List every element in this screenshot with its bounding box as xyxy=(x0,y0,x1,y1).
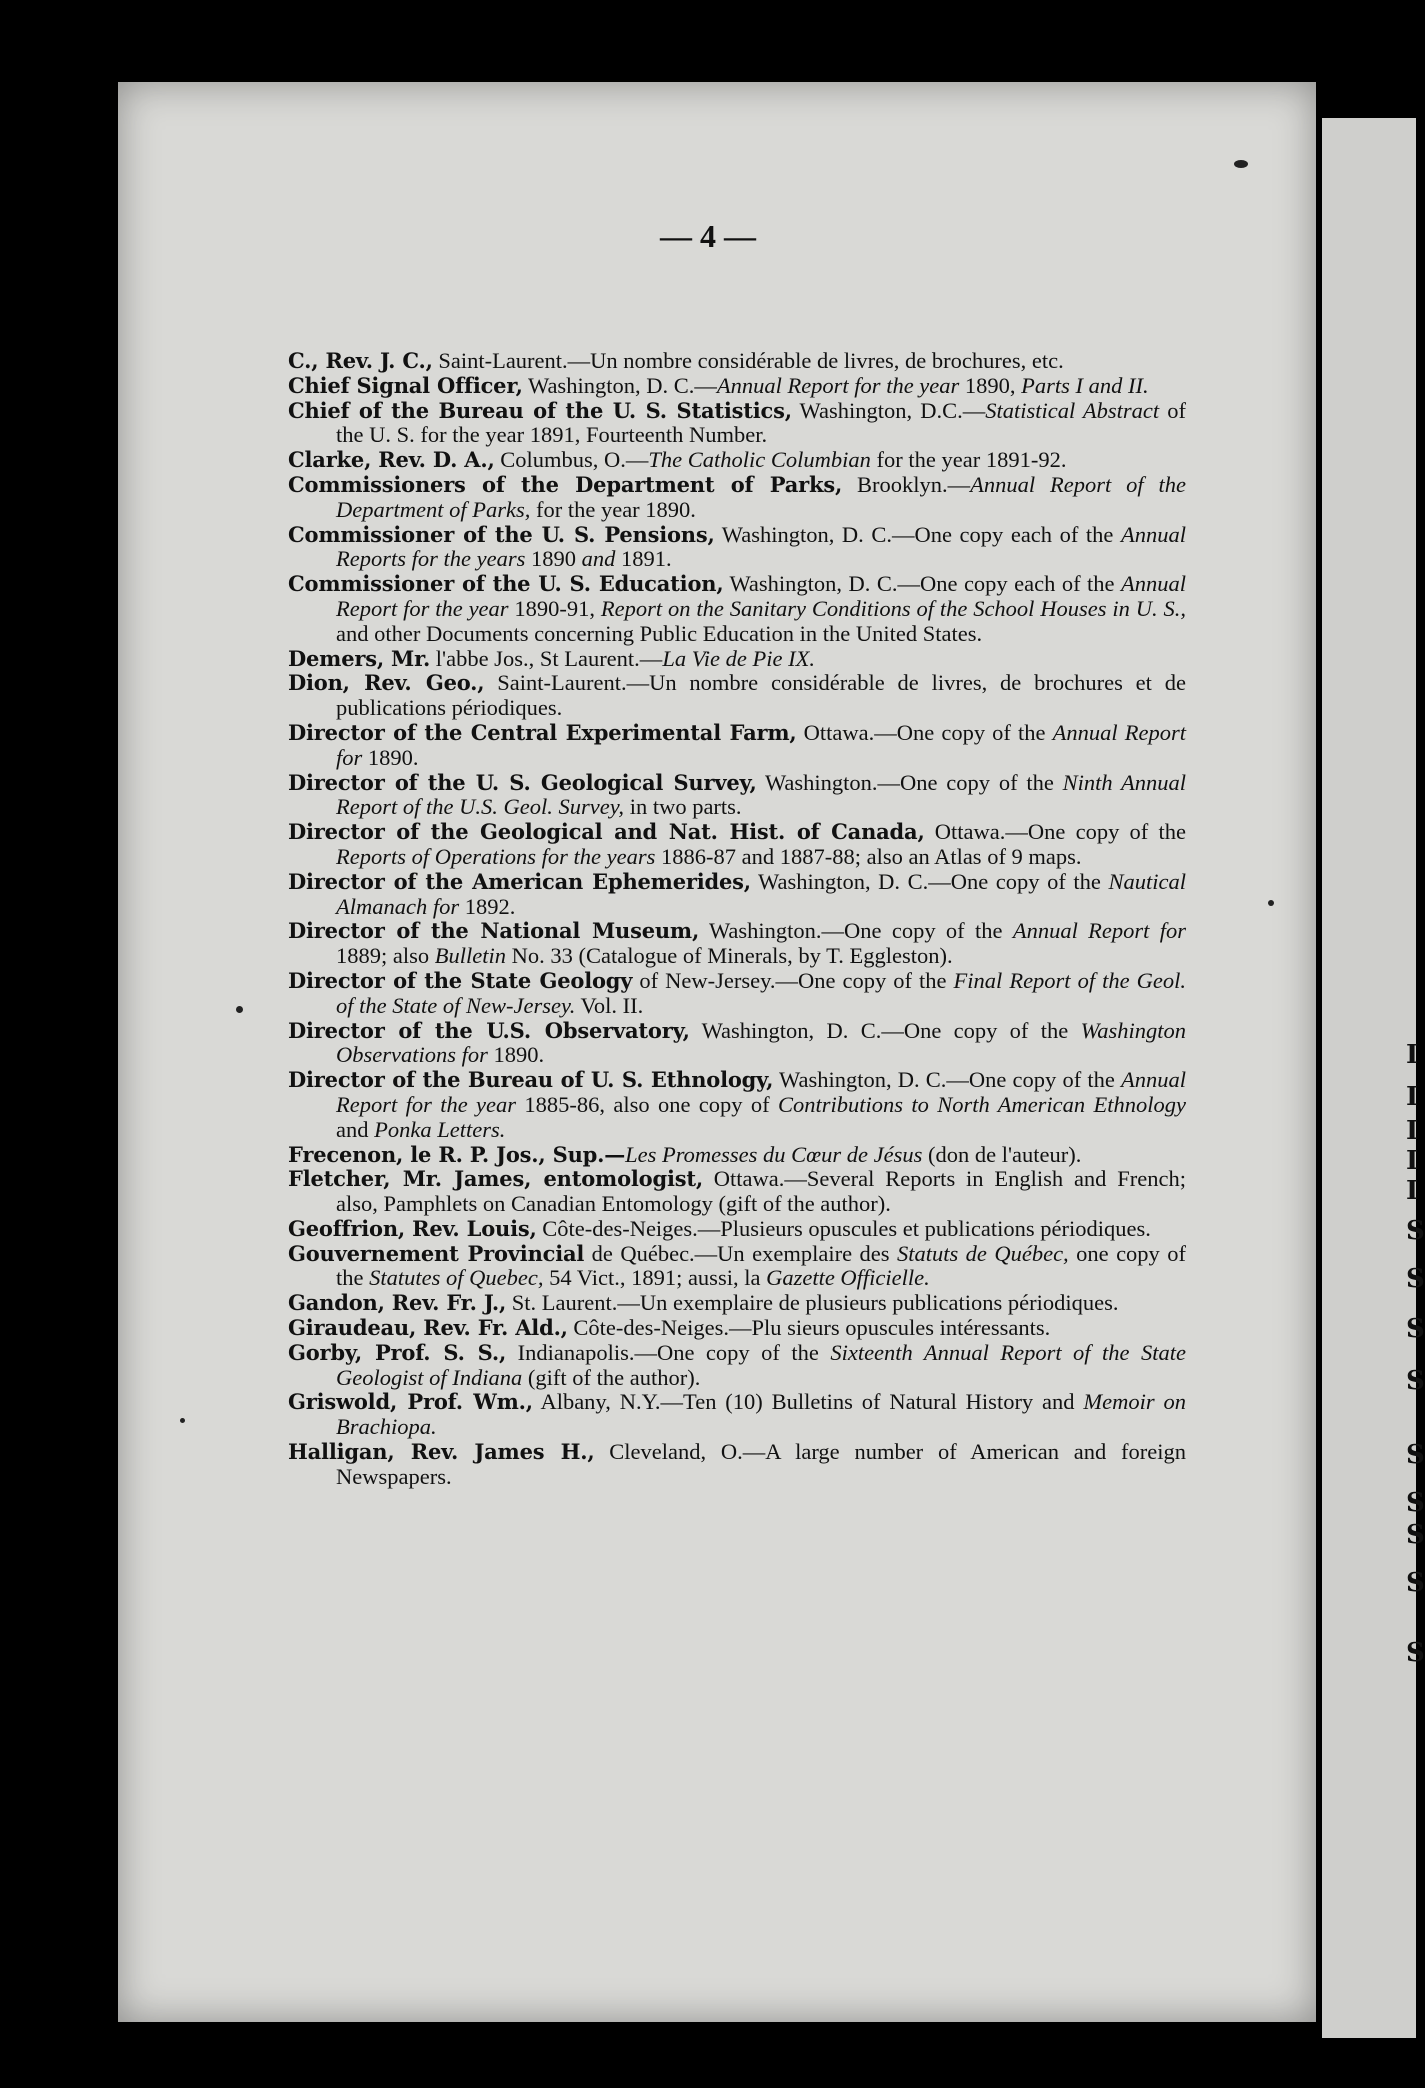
adjacent-page-letter: S xyxy=(1406,1440,1425,1470)
donor-entry xyxy=(288,1019,1186,1069)
donor-entry xyxy=(288,771,1186,821)
donation-text: Washington.—One copy of the xyxy=(756,769,1063,795)
donor-name: Geoffrion, Rev. Louis, xyxy=(288,1215,537,1241)
donation-title: Annual Report for the year xyxy=(336,571,1186,621)
donation-text: of New-Jersey.—One copy of the xyxy=(632,967,954,993)
donor-entry xyxy=(288,721,1186,771)
donation-text: Vol. II. xyxy=(575,992,644,1018)
adjacent-page-letter: I xyxy=(1406,1082,1419,1112)
donor-entry xyxy=(288,1143,1186,1168)
donation-text: 1890. xyxy=(362,744,419,770)
adjacent-page-edge xyxy=(1322,118,1419,2038)
donation-title: Reports of Operations for the years xyxy=(336,843,656,869)
donor-name: Commissioner of the U. S. Education, xyxy=(288,571,724,597)
donation-title: Nautical Almanach for xyxy=(336,868,1186,919)
donation-text: in two parts. xyxy=(624,794,742,820)
donor-name: Director of the State Geology xyxy=(288,967,633,993)
donor-name: Frecenon, le R. P. Jos., Sup.— xyxy=(288,1141,626,1167)
donor-entry xyxy=(288,1217,1186,1242)
donation-title: Final Report of the Geol. of the State of New-Jersey. xyxy=(336,967,1186,1018)
donation-title: Ponka Letters. xyxy=(374,1116,506,1142)
donation-text: (gift of the author). xyxy=(522,1364,701,1390)
donor-list xyxy=(288,349,1186,1490)
donation-text: Côte-des-Neiges.—Plu sieurs opuscules intéressants. xyxy=(567,1315,1051,1341)
adjacent-page-letter: S xyxy=(1406,1314,1425,1344)
donation-title: Annual Report for xyxy=(1012,918,1186,944)
donation-text: Albany, N.Y.—Ten (10) Bulletins of Natural History and xyxy=(532,1389,1084,1415)
donation-text: l'abbe Jos., St Laurent.— xyxy=(430,645,663,671)
donation-text: Saint-Laurent.—Un nombre considérable de livres, de brochures et de publications périodiques. xyxy=(336,670,1186,721)
donation-title: Gazette Officielle. xyxy=(766,1265,930,1291)
donation-text: 1886-87 and 1887-88; also an Atlas of 9 maps. xyxy=(655,843,1082,869)
scan-speck xyxy=(180,1418,185,1423)
donor-name: Director of the U. S. Geological Survey, xyxy=(288,769,757,795)
donation-text: and other Documents concerning Public Education in the United States. xyxy=(336,620,983,646)
donor-name: Director of the U.S. Observatory, xyxy=(288,1017,690,1043)
donation-text: 1885-86, also one copy of xyxy=(516,1091,778,1117)
donor-entry xyxy=(288,1341,1186,1391)
donor-entry xyxy=(288,820,1186,870)
donor-name: Director of the Central Experimental Farm, xyxy=(288,719,797,745)
donation-text: Brooklyn.— xyxy=(842,471,971,497)
donor-entry xyxy=(288,969,1186,1019)
donation-text: 54 Vict., 1891; aussi, la xyxy=(543,1265,767,1291)
donation-title: Parts I and II. xyxy=(1021,372,1149,398)
donation-text: 1891. xyxy=(615,546,672,572)
adjacent-page-letter: I xyxy=(1406,1040,1419,1070)
adjacent-page-letter: S xyxy=(1406,1638,1425,1668)
donation-text: Washington.—One copy of the xyxy=(699,918,1013,944)
donation-text: Indianapolis.—One copy of the xyxy=(506,1339,831,1365)
donor-entry xyxy=(288,1390,1186,1440)
donor-entry xyxy=(288,572,1186,646)
donation-text: St. Laurent.—Un exemplaire de plusieurs publications périodiques. xyxy=(506,1290,1119,1316)
scan-speck xyxy=(1268,900,1274,906)
donation-text: Washington, D. C.—One copy of the xyxy=(750,868,1109,894)
donation-text: for the year 1891-92. xyxy=(870,447,1067,473)
donation-title: Statistical Abstract xyxy=(985,397,1160,423)
donation-text: 1890, xyxy=(959,372,1022,398)
donor-entry xyxy=(288,399,1186,449)
donation-title: Washington Observations for xyxy=(336,1017,1186,1068)
scan-speck xyxy=(236,1006,243,1013)
donor-entry xyxy=(288,870,1186,920)
donor-entry xyxy=(288,1316,1186,1341)
donor-entry xyxy=(288,671,1186,721)
adjacent-page-letter: S xyxy=(1406,1568,1425,1598)
adjacent-page-letter: I xyxy=(1406,1116,1419,1146)
donation-title: Annual Report for the year xyxy=(716,372,960,398)
donor-name: Demers, Mr. xyxy=(288,645,431,671)
donation-text: Saint-Laurent.—Un nombre considérable de livres, de brochures, etc. xyxy=(432,348,1064,373)
donation-text: Washington, D. C.—One copy of the xyxy=(773,1067,1121,1093)
donation-text: Washington, D. C.—One copy each of the xyxy=(723,571,1121,597)
adjacent-page-letter: I xyxy=(1406,1176,1419,1206)
donation-text: Washington, D. C.— xyxy=(522,372,717,398)
donor-entry xyxy=(288,1068,1186,1142)
donor-entry xyxy=(288,1242,1186,1292)
adjacent-page-letter: S xyxy=(1406,1520,1425,1550)
donor-entry xyxy=(288,523,1186,573)
donation-text: Washington, D. C.—One copy each of the xyxy=(714,521,1121,547)
donation-text: (don de l'auteur). xyxy=(922,1141,1082,1167)
donor-name: C., Rev. J. C., xyxy=(288,348,433,373)
donor-name: Gandon, Rev. Fr. J., xyxy=(288,1290,507,1316)
donation-text: 1890-91, xyxy=(508,595,601,621)
donation-text: de Québec.—Un exemplaire des xyxy=(584,1240,897,1266)
donation-text: 1890 xyxy=(525,546,582,572)
donor-entry xyxy=(288,1167,1186,1217)
donation-title: Statuts de Québec, xyxy=(896,1240,1069,1266)
donor-name: Commissioners of the Department of Parks, xyxy=(288,471,843,497)
donation-text: Washington, D.C.— xyxy=(791,397,986,423)
donor-entry xyxy=(288,374,1186,399)
donor-name: Halligan, Rev. James H., xyxy=(288,1439,595,1465)
adjacent-page-letter: S xyxy=(1406,1366,1425,1396)
donation-title: Sixteenth Annual Report of the State Geologist of Indiana xyxy=(336,1339,1186,1390)
donation-title: and xyxy=(581,546,616,572)
donation-text: Ottawa.—One copy of the xyxy=(924,819,1186,845)
donor-name: Dion, Rev. Geo., xyxy=(288,670,485,696)
donation-text: for the year 1890. xyxy=(530,496,696,522)
donation-title: Report on the Sanitary Conditions of the School Houses in U. S., xyxy=(600,595,1187,621)
donation-title: La Vie de Pie IX. xyxy=(662,645,815,671)
donor-name: Clarke, Rev. D. A., xyxy=(288,447,495,473)
donor-name: Director of the Geological and Nat. Hist. of Canada, xyxy=(288,819,925,845)
donation-title: Memoir on Brachiopa. xyxy=(336,1389,1186,1440)
donor-name: Director of the National Museum, xyxy=(288,918,700,944)
donation-title: Ninth Annual Report of the U.S. Geol. Survey, xyxy=(336,769,1186,820)
donation-title: Bulletin xyxy=(434,943,506,969)
donor-entry xyxy=(288,1440,1186,1490)
donation-text: and xyxy=(336,1116,375,1142)
donation-text: Ottawa.—Several Reports in English and French; also, Pamphlets on Canadian Entomology (gift of the author). xyxy=(336,1166,1186,1217)
adjacent-page-letter: S xyxy=(1406,1488,1425,1518)
donor-entry xyxy=(288,647,1186,672)
adjacent-page-letter: I xyxy=(1406,1146,1419,1176)
donation-text: 1892. xyxy=(459,893,516,919)
donor-entry xyxy=(288,1291,1186,1316)
donation-title: Les Promesses du Cœur de Jésus xyxy=(625,1141,923,1167)
donation-text: Columbus, O.— xyxy=(494,447,649,473)
donation-text: Ottawa.—One copy of the xyxy=(796,719,1053,745)
donor-entry xyxy=(288,473,1186,523)
donation-title: Annual Reports for the years xyxy=(336,521,1186,572)
donor-name: Gorby, Prof. S. S., xyxy=(288,1339,507,1365)
donor-name: Giraudeau, Rev. Fr. Ald., xyxy=(288,1315,568,1341)
donation-text: Côte-des-Neiges.—Plusieurs opuscules et publications périodiques. xyxy=(536,1215,1151,1241)
donation-text: 1890. xyxy=(487,1042,545,1068)
donor-entry xyxy=(288,919,1186,969)
donor-name: Griswold, Prof. Wm., xyxy=(288,1389,533,1415)
donation-title: Annual Report for xyxy=(336,719,1186,770)
donor-name: Gouvernement Provincial xyxy=(288,1240,585,1266)
donation-text: No. 33 (Catalogue of Minerals, by T. Eggleston). xyxy=(506,943,953,969)
donor-name: Director of the American Ephemerides, xyxy=(288,868,751,894)
donor-name: Director of the Bureau of U. S. Ethnology, xyxy=(288,1067,774,1093)
scan-speck xyxy=(1234,160,1248,168)
donation-text: one copy of the xyxy=(336,1240,1186,1291)
donation-text: Cleveland, O.—A large number of American and foreign Newspapers. xyxy=(336,1439,1186,1489)
donor-name: Commissioner of the U. S. Pensions, xyxy=(288,521,715,547)
donation-title: Contributions to North American Ethnology xyxy=(778,1091,1187,1117)
donation-text: Washington, D. C.—One copy of the xyxy=(689,1017,1081,1043)
donation-title: The Catholic Columbian xyxy=(648,447,871,473)
adjacent-page-letter: S xyxy=(1406,1216,1425,1246)
donation-title: Statutes of Quebec, xyxy=(369,1265,544,1291)
page-number: — 4 — xyxy=(660,218,756,254)
donor-entry xyxy=(288,448,1186,473)
donor-name: Chief Signal Officer, xyxy=(288,372,523,398)
donation-title: Annual Report of the Department of Parks, xyxy=(336,471,1186,522)
adjacent-page-letter: S xyxy=(1406,1264,1425,1294)
donor-name: Chief of the Bureau of the U. S. Statistics, xyxy=(288,397,792,423)
donation-text: 1889; also xyxy=(336,943,435,969)
donor-entry xyxy=(288,349,1186,374)
donation-title: Annual Report for the year xyxy=(336,1067,1186,1117)
donor-name: Fletcher, Mr. James, entomologist, xyxy=(288,1166,703,1192)
donation-text: of the U. S. for the year 1891, Fourteenth Number. xyxy=(336,397,1186,448)
